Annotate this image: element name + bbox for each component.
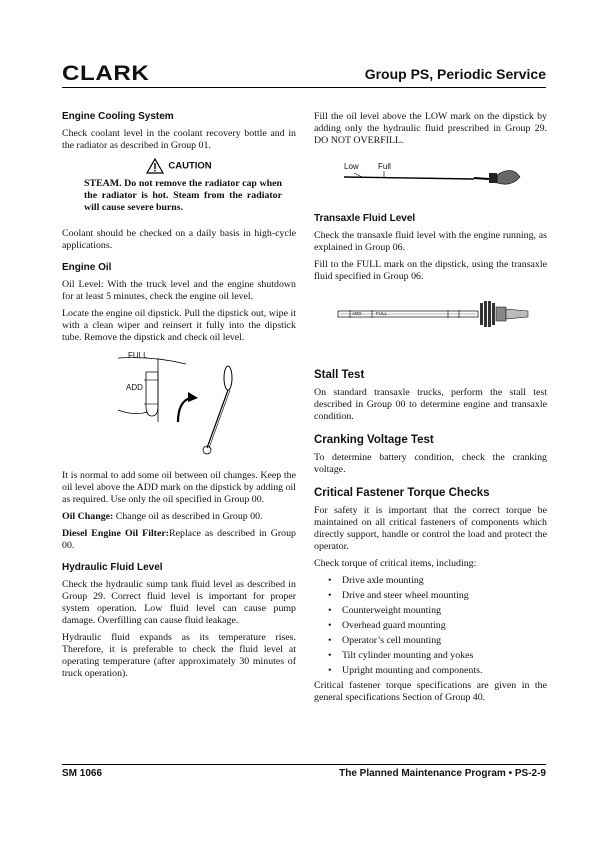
paragraph: On standard transaxle trucks, perform the stall test described in Group 00 to determine engine and transaxle condition.: [314, 387, 547, 422]
figure-label-low: Low: [344, 162, 359, 171]
section-heading-engine-cooling: Engine Cooling System: [62, 111, 174, 122]
section-heading-stall-test: Stall Test: [314, 369, 365, 381]
list-item: • Drive and steer wheel mounting: [314, 590, 547, 602]
list-item: • Tilt cylinder mounting and yokes: [314, 650, 547, 662]
figure-label-add: ADD: [352, 311, 362, 316]
paragraph: Check the hydraulic sump tank fluid level as described in Group 29. Correct fluid level is important for proper system operation. Low fluid level can cause pump damage. Overfilling can cause fluid leakage.: [62, 579, 296, 626]
footer-manual-number: SM 1066: [62, 768, 103, 779]
clark-logo: CLARK: [62, 62, 150, 85]
section-heading-transaxle-fluid: Transaxle Fluid Level: [314, 213, 416, 224]
list-item: • Operator’s cell mounting: [314, 635, 547, 647]
footer-page-info: The Planned Maintenance Program • PS-2-9: [339, 768, 546, 779]
paragraph: Oil Level: With the truck level and the engine shutdown for at least 5 minutes, check the engine oil level.: [62, 279, 296, 302]
caution-header: [62, 158, 296, 174]
figure-label-full: FULL: [128, 351, 148, 360]
hydraulic-dipstick-figure: [314, 155, 547, 199]
oil-filter-text: Replace as described in Group 00.: [62, 528, 296, 551]
section-heading-engine-oil: Engine Oil: [62, 262, 112, 273]
list-item: • Upright mounting and components.: [314, 665, 547, 677]
oil-change-label: Oil Change:: [62, 511, 114, 522]
oil-filter-label: Diesel Engine Oil Filter:: [62, 528, 170, 539]
dipstick-illustration: [62, 350, 296, 460]
paragraph: Coolant should be checked on a daily basis in high-cycle applications.: [62, 228, 296, 251]
transaxle-dipstick-figure: [314, 295, 547, 339]
critical-items-list: [314, 575, 547, 677]
paragraph: Check the transaxle fluid level with the engine running, as explained in Group 06.: [314, 230, 547, 253]
section-heading-critical-fastener: Critical Fastener Torque Checks: [314, 487, 490, 499]
paragraph: Fill the oil level above the LOW mark on the dipstick by adding only the hydraulic fluid prescribed in Group 29. DO NOT OVERFILL.: [314, 111, 547, 146]
paragraph: Locate the engine oil dipstick. Pull the dipstick out, wipe it with a clean wiper and reinsert it fully into the dipstick tube. Remove the dipstick and check oil level.: [62, 308, 296, 343]
figure-label-full: Full: [378, 162, 391, 171]
section-heading-cranking-voltage: Cranking Voltage Test: [314, 434, 434, 446]
paragraph: Check torque of critical items, including:: [314, 558, 477, 569]
list-item: • Counterweight mounting: [314, 605, 547, 617]
paragraph: To determine battery condition, check the cranking voltage.: [314, 452, 547, 475]
list-item: • Drive axle mounting: [314, 575, 547, 587]
caution-text: STEAM. Do not remove the radiator cap when the radiator is hot. Steam from the radiator will cause severe burns.: [84, 178, 282, 213]
page-title: Group PS, Periodic Service: [364, 66, 546, 82]
left-column: [62, 111, 296, 685]
paragraph-oil-change: [62, 511, 296, 523]
right-column: [314, 111, 547, 709]
footer-rule: [62, 764, 546, 765]
paragraph: Check coolant level in the coolant recovery bottle and in the radiator as described in Group 01.: [62, 128, 296, 151]
list-item: • Overhead guard mounting: [314, 620, 547, 632]
paragraph-oil-filter: [62, 528, 296, 552]
paragraph: For safety it is important that the correct torque be maintained on all critical fasteners of components which directly support, handle or control the load and protect the operator.: [314, 505, 547, 552]
paragraph: Hydraulic fluid expands as its temperature rises. Therefore, it is preferable to check the fluid level at operating temperature (after approximately 30 minutes of truck operation).: [62, 632, 296, 679]
section-heading-hydraulic-fluid: Hydraulic Fluid Level: [62, 562, 163, 573]
paragraph: Fill to the FULL mark on the dipstick, using the transaxle fluid specified in Group 06.: [314, 259, 547, 282]
transaxle-dipstick-illustration: [314, 295, 547, 339]
figure-label-full: FULL: [376, 311, 388, 316]
engine-oil-dipstick-figure: [62, 350, 296, 460]
header-rule: [62, 87, 546, 88]
figure-label-add: ADD: [126, 383, 143, 392]
oil-change-text: Change oil as described in Group 00.: [113, 511, 263, 522]
paragraph: It is normal to add some oil between oil changes. Keep the oil level above the ADD mark on the dipstick by adding oil as required. Use only the oil specified in Group 00.: [62, 470, 296, 505]
warning-icon: [146, 158, 164, 174]
paragraph: Critical fastener torque specifications are given in the general specifications Section of Group 40.: [314, 680, 547, 703]
caution-label: CAUTION: [168, 160, 212, 172]
